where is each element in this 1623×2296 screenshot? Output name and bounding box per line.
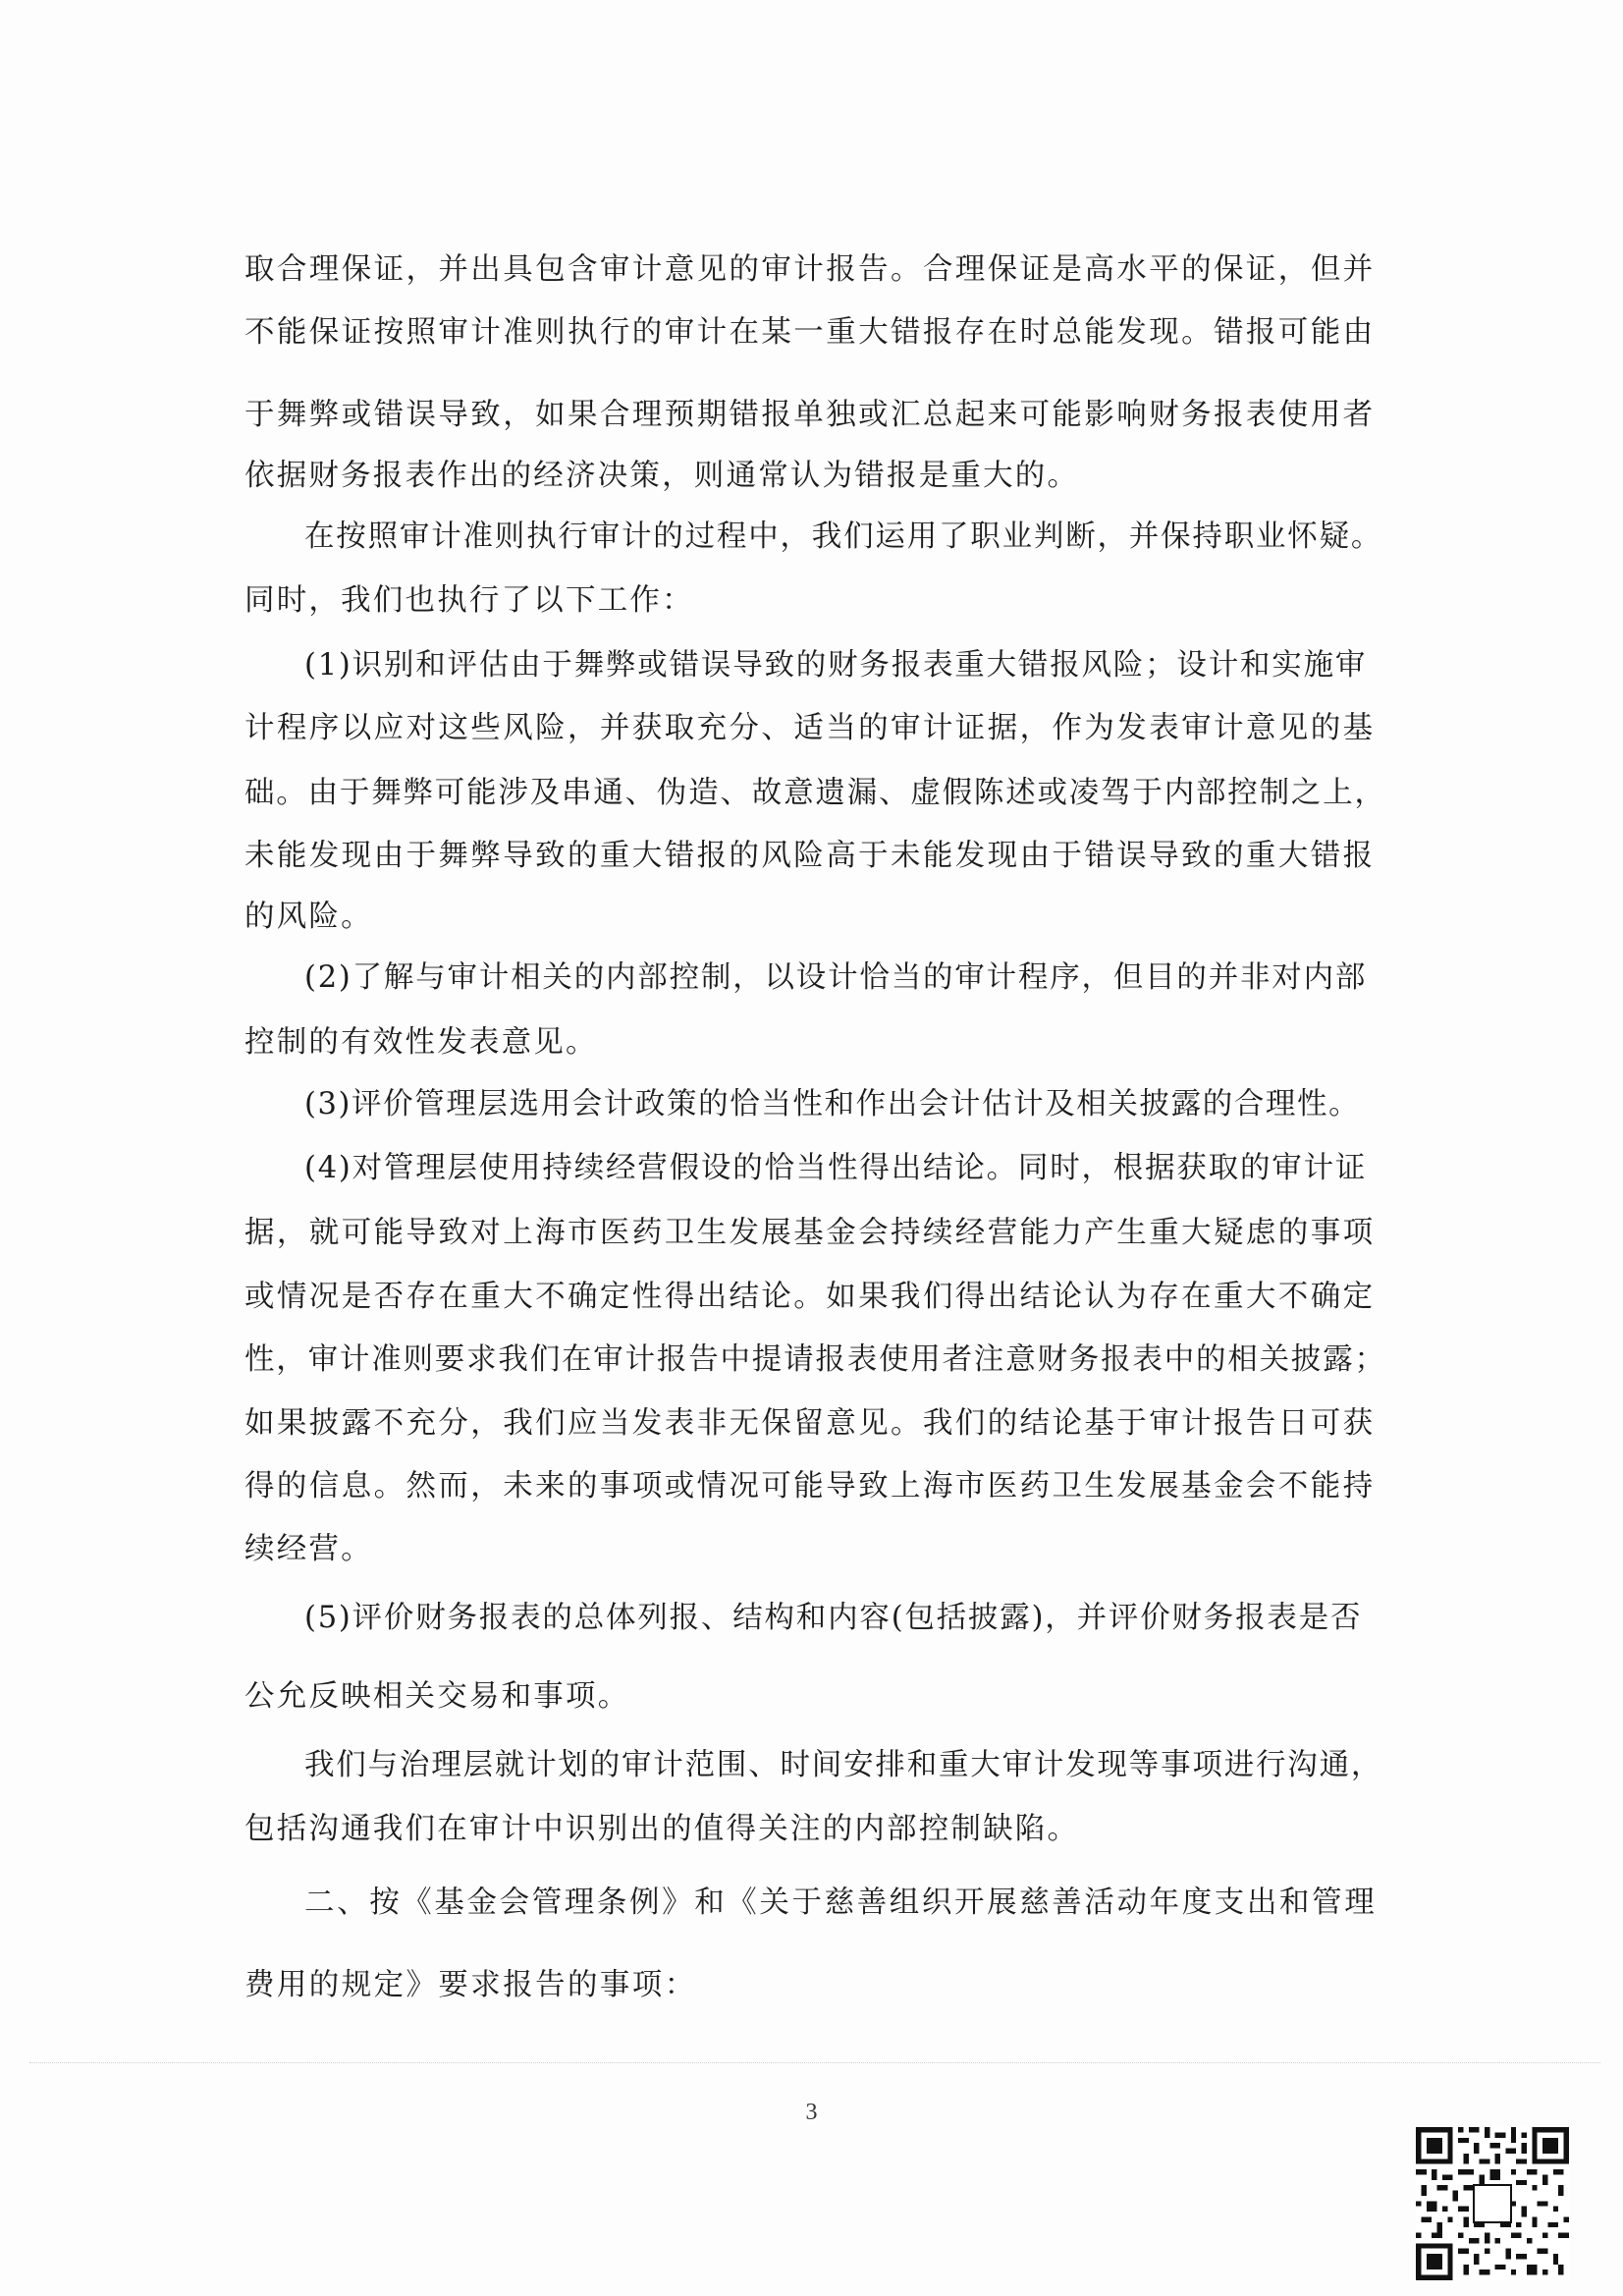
- body-line: (1)识别和评估由于舞弊或错误导致的财务报表重大错报风险；设计和实施审: [304, 648, 1368, 683]
- body-line: 包括沟通我们在审计中识别出的值得关注的内部控制缺陷。: [244, 1812, 1080, 1846]
- body-line: 不能保证按照审计准则执行的审计在某一重大错报存在时总能发现。错报可能由: [244, 315, 1376, 350]
- section-heading: 二、按《基金会管理条例》和《关于慈善组织开展慈善活动年度支出和管理: [304, 1886, 1378, 1920]
- body-line: 依据财务报表作出的经济决策，则通常认为错报是重大的。: [244, 459, 1080, 493]
- body-line: (5)评价财务报表的总体列报、结构和内容(包括披露)，并评价财务报表是否: [304, 1601, 1363, 1635]
- body-line: (4)对管理层使用持续经营假设的恰当性得出结论。同时，根据获取的审计证: [304, 1151, 1368, 1185]
- body-line: 如果披露不充分，我们应当发表非无保留意见。我们的结论基于审计报告日可获: [244, 1406, 1376, 1441]
- body-line: 或情况是否存在重大不确定性得出结论。如果我们得出结论认为存在重大不确定: [244, 1280, 1376, 1314]
- body-line: (2)了解与审计相关的内部控制，以设计恰当的审计程序，但目的并非对内部: [304, 960, 1368, 995]
- body-line: 于舞弊或错误导致，如果合理预期错报单独或汇总起来可能影响财务报表使用者: [244, 398, 1376, 432]
- section-heading: 费用的规定》要求报告的事项：: [244, 1968, 697, 2002]
- body-line: 据，就可能导致对上海市医药卫生发展基金会持续经营能力产生重大疑虑的事项: [244, 1216, 1376, 1250]
- body-line: 未能发现由于舞弊导致的重大错报的风险高于未能发现由于错误导致的重大错报: [244, 839, 1376, 873]
- body-line: 取合理保证，并出具包含审计意见的审计报告。合理保证是高水平的保证，但并: [244, 252, 1376, 287]
- footer-rule: [29, 2062, 1600, 2064]
- body-line: 性，审计准则要求我们在审计报告中提请报表使用者注意财务报表中的相关披露；: [244, 1342, 1386, 1377]
- body-line: (3)评价管理层选用会计政策的恰当性和作出会计估计及相关披露的合理性。: [304, 1087, 1361, 1121]
- body-line: 在按照审计准则执行审计的过程中，我们运用了职业判断，并保持职业怀疑。: [304, 519, 1383, 554]
- page-number: 3: [805, 2100, 818, 2125]
- body-line: 我们与治理层就计划的审计范围、时间安排和重大审计发现等事项进行沟通，: [304, 1748, 1383, 1782]
- body-line: 得的信息。然而，未来的事项或情况可能导致上海市医药卫生发展基金会不能持: [244, 1469, 1376, 1503]
- body-line: 计程序以应对这些风险，并获取充分、适当的审计证据，作为发表审计意见的基: [244, 711, 1376, 745]
- body-line: 础。由于舞弊可能涉及串通、伪造、故意遗漏、虚假陈述或凌驾于内部控制之上，: [244, 776, 1386, 810]
- body-line: 同时，我们也执行了以下工作：: [244, 583, 694, 618]
- verification-qr-code: [1416, 2127, 1569, 2280]
- body-line: 控制的有效性发表意见。: [244, 1025, 598, 1060]
- body-line: 的风险。: [244, 900, 373, 934]
- body-line: 续经营。: [244, 1532, 373, 1566]
- body-line: 公允反映相关交易和事项。: [244, 1679, 630, 1714]
